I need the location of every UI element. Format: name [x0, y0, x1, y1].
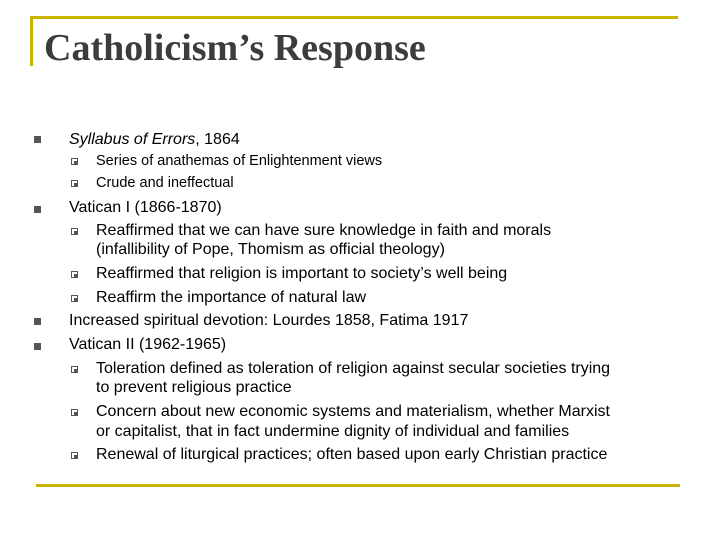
bullet-1-rest: , 1864 [195, 131, 240, 148]
bullet-4-sub-1-line-1: Toleration defined as toleration of religion against secular societies trying [96, 360, 611, 377]
frame-bottom-rule [36, 484, 680, 487]
frame-left-rule [30, 16, 33, 66]
bullet-3-text: Increased spiritual devotion: Lourdes 1858, Fatima 1917 [69, 312, 469, 329]
frame-top-rule [30, 16, 678, 19]
sub-bullet-icon [71, 366, 78, 373]
bullet-1-sub-1: Series of anathemas of Enlightenment views [96, 153, 383, 169]
bullet-1-sub-2: Crude and ineffectual [96, 175, 234, 191]
bullet-square-icon [34, 343, 41, 350]
bullet-2-sub-1-line-1: Reaffirmed that we can have sure knowledge in faith and morals [96, 222, 552, 239]
slide-title: Catholicism’s Response [44, 27, 426, 69]
sub-bullet-icon [71, 158, 78, 165]
sub-bullet-icon [71, 180, 78, 187]
bullet-4-sub-1-line-2: to prevent religious practice [96, 379, 292, 396]
bullet-square-icon [34, 206, 41, 213]
bullet-4-sub-3: Renewal of liturgical practices; often based upon early Christian practice [96, 446, 608, 463]
bullet-2-text: Vatican I (1866-1870) [69, 199, 222, 216]
sub-bullet-icon [71, 228, 78, 235]
bullet-1-italic: Syllabus of Errors [69, 131, 196, 148]
sub-bullet-icon [71, 452, 78, 459]
bullet-square-icon [34, 318, 41, 325]
sub-bullet-icon [71, 295, 78, 302]
bullet-2-sub-2: Reaffirmed that religion is important to society’s well being [96, 265, 508, 282]
sub-bullet-icon [71, 409, 78, 416]
bullet-4-sub-2-line-1: Concern about new economic systems and materialism, whether Marxist [96, 403, 610, 420]
bullet-4-text: Vatican II (1962-1965) [69, 336, 227, 353]
sub-bullet-icon [71, 271, 78, 278]
bullet-4-sub-2-line-2: or capitalist, that in fact undermine dignity of individual and families [96, 423, 570, 440]
bullet-2-sub-3: Reaffirm the importance of natural law [96, 289, 367, 306]
bullet-2-sub-1-line-2: (infallibility of Pope, Thomism as official theology) [96, 241, 445, 258]
bullet-1-text [69, 130, 240, 150]
bullet-square-icon [34, 136, 41, 143]
